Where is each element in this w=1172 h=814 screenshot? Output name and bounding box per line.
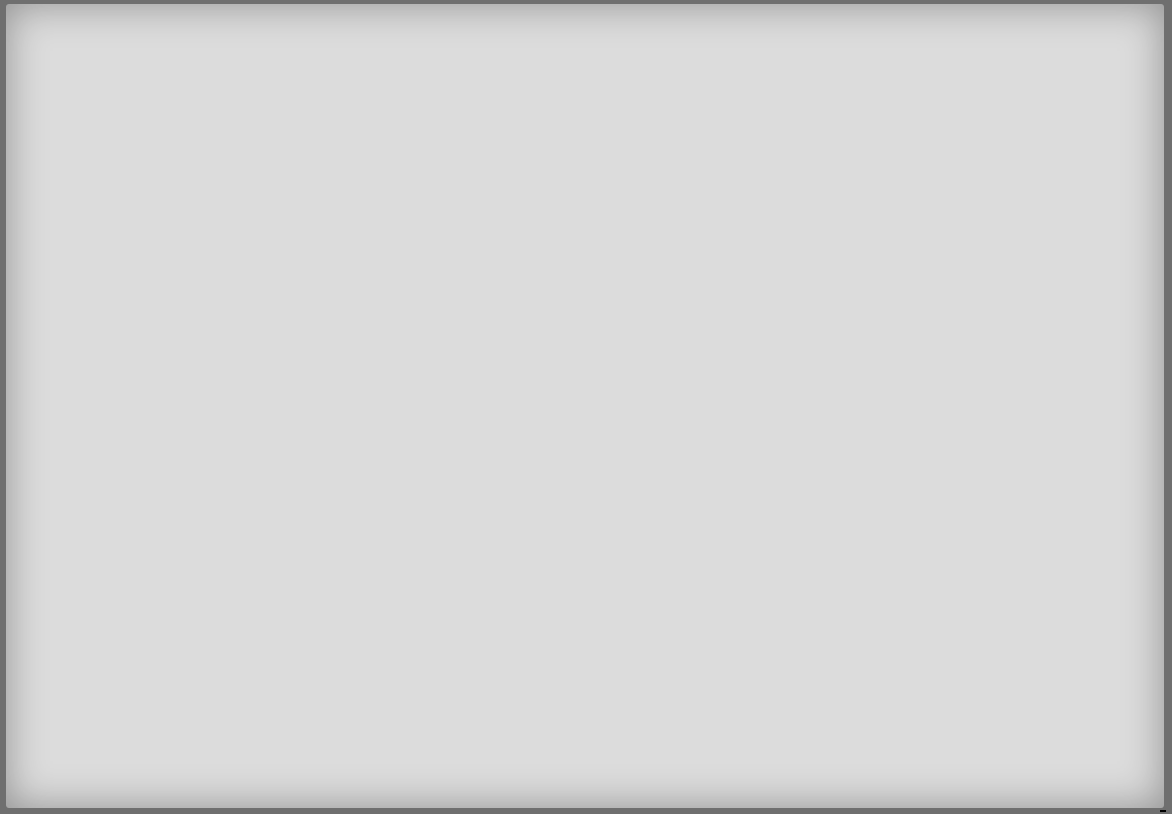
copyright-notice [1160, 810, 1166, 812]
ward-of-city [926, 52, 934, 67]
county-field [36, 34, 40, 49]
perforation-edge [1156, 44, 1164, 804]
supervisor-district [904, 20, 912, 35]
grid-lines [44, 84, 1156, 784]
census-grid [44, 84, 1156, 784]
enumeration-district [904, 36, 934, 51]
state-field [36, 18, 40, 33]
census-sheet [6, 4, 1164, 808]
township-field [36, 52, 40, 65]
